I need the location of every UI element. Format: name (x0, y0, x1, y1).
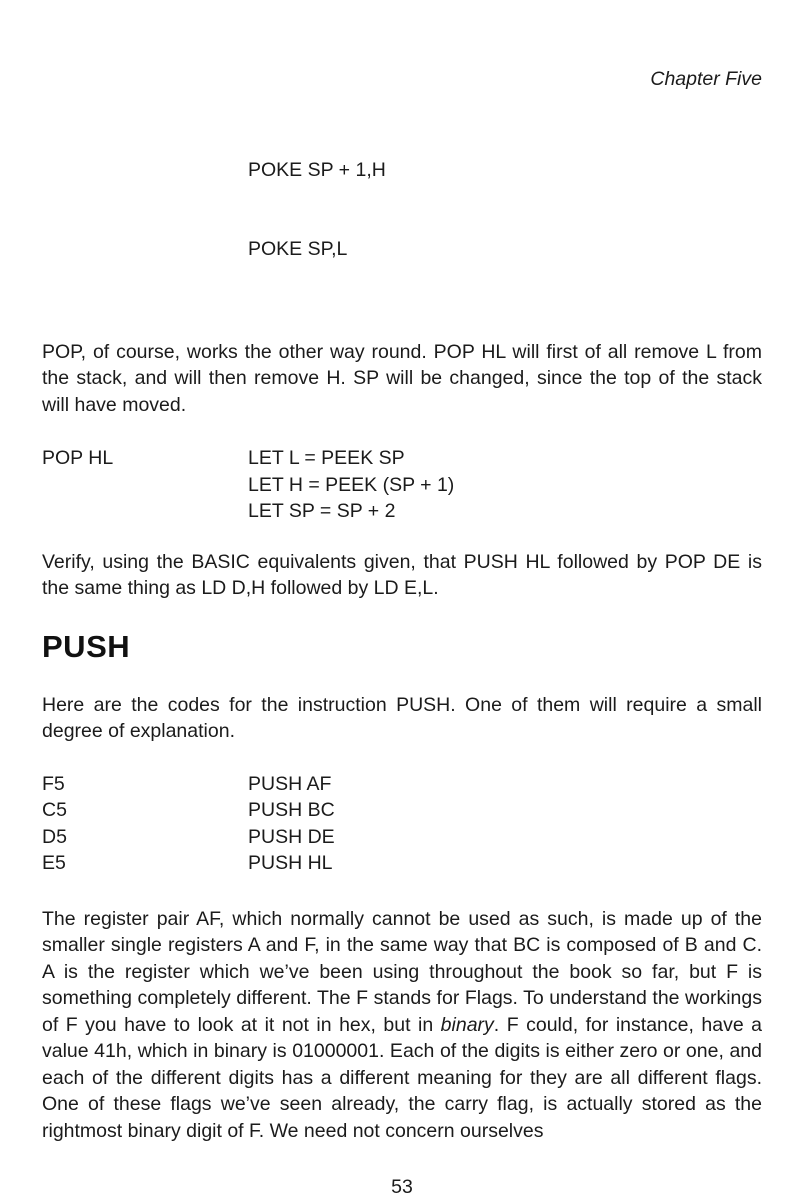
table-row (42, 850, 762, 877)
opcode-hex: D5 (42, 825, 67, 848)
code-line: POKE SP,L (248, 238, 348, 260)
table-row (42, 824, 762, 851)
code-line: LET H = PEEK (SP + 1) (248, 473, 455, 496)
chapter-header: Chapter Five (650, 68, 762, 90)
paragraph-flags (42, 906, 762, 1145)
table-row (42, 797, 762, 824)
pop-hl-label: POP HL (42, 447, 114, 469)
opcode-hex: F5 (42, 772, 65, 795)
paragraph-verify: Verify, using the BASIC equivalents given, that PUSH HL followed by POP DE is the same thing as LD D,H followed by LD E,L. (42, 550, 762, 599)
opcode-instruction: PUSH AF (248, 772, 332, 795)
table-row (42, 771, 762, 798)
code-line: POKE SP + 1,H (248, 158, 386, 181)
push-opcode-table (42, 771, 762, 877)
paragraph-flags-text: The register pair AF, which normally cannot be used as such, is made up of the smaller single registers A and F, in the same way that BC is composed of B and C. A is the register which we’ve been using throughout the book so far, but F is something completely different. The F stands for Flags. To understand the workings of F you have to look at it not in hex, but in (42, 907, 762, 1036)
page-number: 53 (391, 1176, 413, 1198)
opcode-instruction: PUSH DE (248, 825, 335, 848)
opcode-instruction: PUSH HL (248, 852, 333, 874)
paragraph-pop: POP, of course, works the other way round. POP HL will first of all remove L from the stack, and will then remove H. SP will be changed, since the top of the stack will have moved. (42, 340, 762, 416)
opcode-hex: E5 (42, 852, 66, 874)
section-heading-push: PUSH (42, 628, 131, 664)
pop-hl-block (42, 445, 762, 525)
paragraph-flags-text: . F could, for instance, have a value 41h, which in binary is 01000001. Each of the digits is either zero or one, and each of the different digits has a different meaning for they are all different flags. One of these flags we’ve seen already, the carry flag, is actually stored as the rightmost binary digit of F. We need not concern ourselves (42, 1013, 762, 1142)
paragraph-codes: Here are the codes for the instruction PUSH. One of them will require a small degree of explanation. (42, 693, 762, 742)
poke-code-block (248, 104, 762, 316)
opcode-hex: C5 (42, 799, 67, 821)
paragraph-flags-italic-word: binary (440, 1013, 494, 1036)
opcode-instruction: PUSH BC (248, 799, 335, 821)
pop-hl-code (248, 445, 762, 525)
code-line: LET L = PEEK SP (248, 447, 405, 469)
code-line: LET SP = SP + 2 (248, 500, 396, 522)
